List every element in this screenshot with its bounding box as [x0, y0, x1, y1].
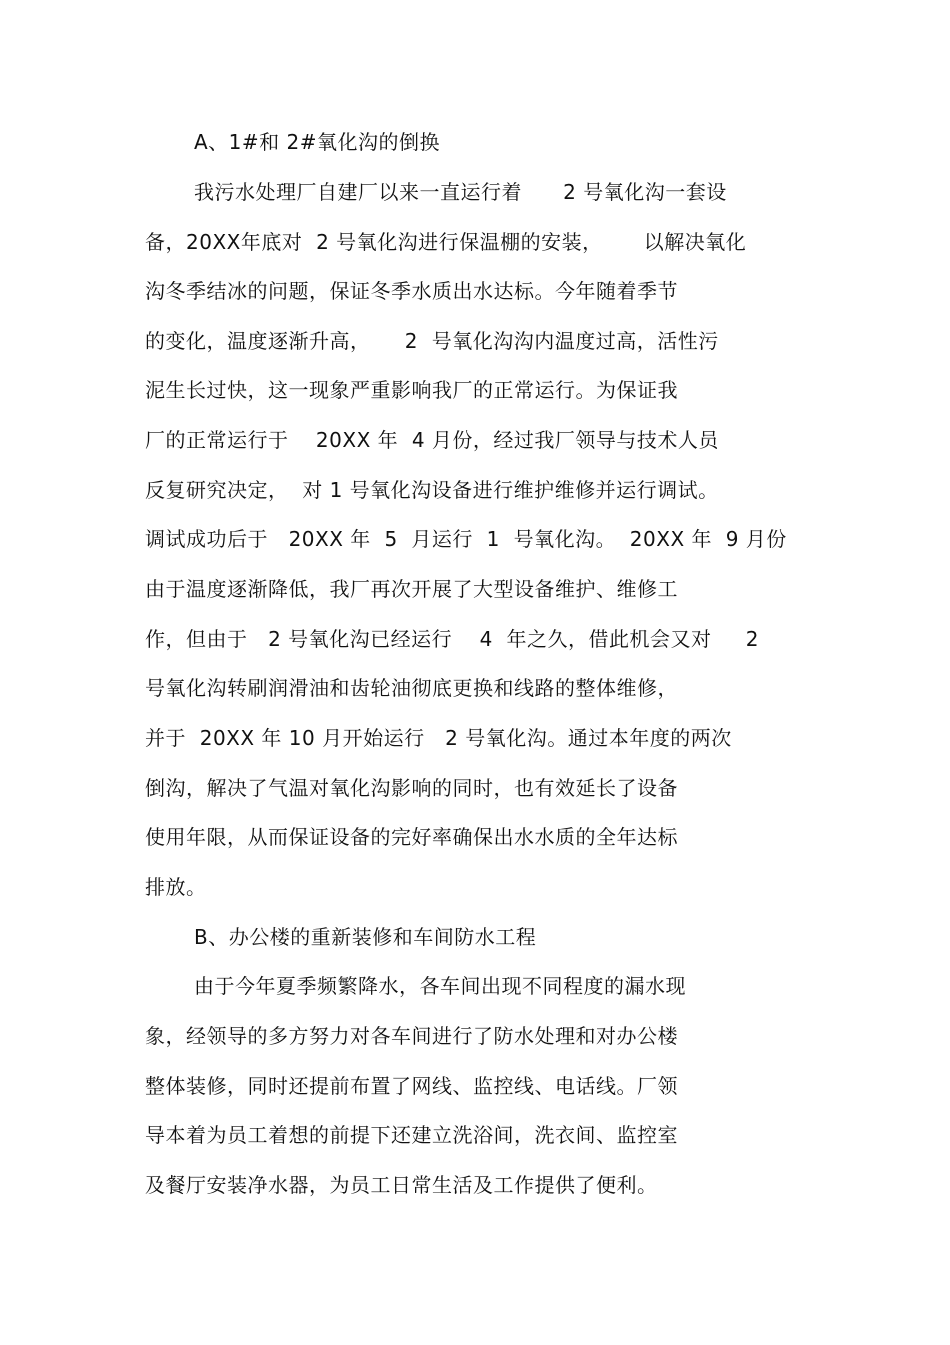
- section-b-heading: B、办公楼的重新装修和车间防水工程: [194, 925, 537, 949]
- paragraph-line: 象，经领导的多方努力对各车间进行了防水处理和对办公楼: [145, 1024, 678, 1048]
- paragraph-line: 厂的正常运行于 20XX 年 4 月份，经过我厂领导与技术人员: [145, 428, 719, 452]
- paragraph-line: 由于温度逐渐降低，我厂再次开展了大型设备维护、维修工: [145, 577, 678, 601]
- paragraph-line: 我污水处理厂自建厂以来一直运行着 2 号氧化沟一套设: [194, 180, 727, 204]
- paragraph-line: 排放。: [145, 875, 207, 899]
- paragraph-line: 使用年限，从而保证设备的完好率确保出水水质的全年达标: [145, 825, 678, 849]
- paragraph-line: 倒沟，解决了气温对氧化沟影响的同时，也有效延长了设备: [145, 776, 678, 800]
- paragraph-line: 反复研究决定， 对 1 号氧化沟设备进行维护维修并运行调试。: [145, 478, 719, 502]
- paragraph-line: 由于今年夏季频繁降水，各车间出现不同程度的漏水现: [194, 974, 686, 998]
- paragraph-line: 并于 20XX 年 10 月开始运行 2 号氧化沟。通过本年度的两次: [145, 726, 732, 750]
- section-a-heading: A、1#和 2#氧化沟的倒换: [194, 130, 441, 154]
- paragraph-line: 及餐厅安装净水器，为员工日常生活及工作提供了便利。: [145, 1173, 658, 1197]
- paragraph-line: 备，20XX年底对 2 号氧化沟进行保温棚的安装， 以解决氧化: [145, 230, 747, 254]
- paragraph-line: 整体装修，同时还提前布置了网线、监控线、电话线。厂领: [145, 1074, 678, 1098]
- paragraph-line: 泥生长过快，这一现象严重影响我厂的正常运行。为保证我: [145, 378, 678, 402]
- paragraph-line: 号氧化沟转刷润滑油和齿轮油彻底更换和线路的整体维修，: [145, 676, 678, 700]
- paragraph-line: 调试成功后于 20XX 年 5 月运行 1 号氧化沟。 20XX 年 9 月份: [145, 527, 787, 551]
- paragraph-line: 的变化，温度逐渐升高， 2 号氧化沟沟内温度过高，活性污: [145, 329, 719, 353]
- paragraph-line: 沟冬季结冰的问题，保证冬季水质出水达标。今年随着季节: [145, 279, 678, 303]
- paragraph-line: 导本着为员工着想的前提下还建立洗浴间，洗衣间、监控室: [145, 1123, 678, 1147]
- paragraph-line: 作，但由于 2 号氧化沟已经运行 4 年之久，借此机会又对 2: [145, 627, 760, 651]
